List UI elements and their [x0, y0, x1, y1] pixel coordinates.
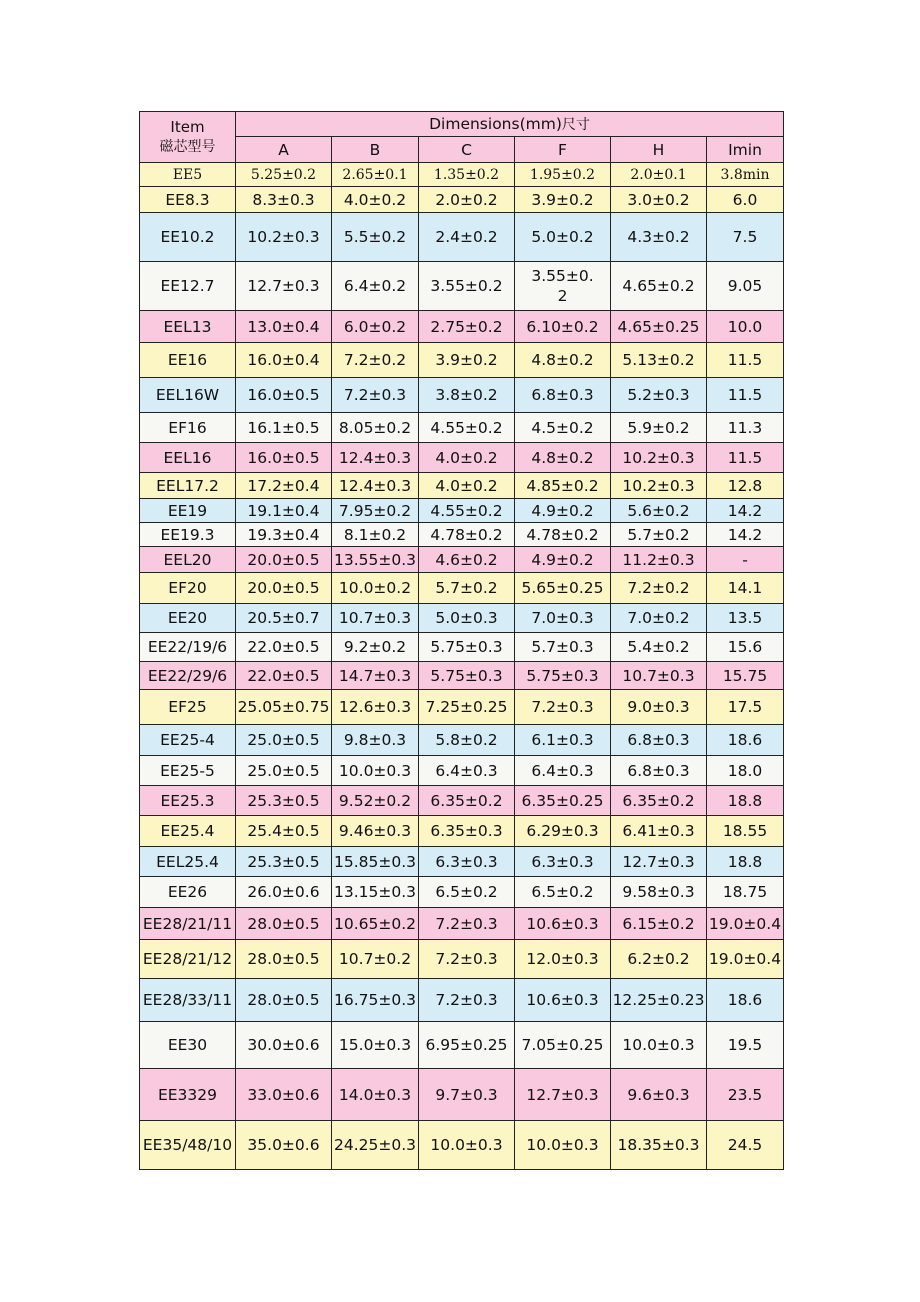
- value-cell-c: 7.25±0.25: [419, 690, 515, 725]
- value-cell-imin: 18.8: [707, 786, 784, 816]
- column-header-h: H: [611, 137, 707, 163]
- value-cell-b: 10.7±0.2: [332, 940, 419, 979]
- value-cell-h: 9.0±0.3: [611, 690, 707, 725]
- item-cell: EE5: [140, 163, 236, 187]
- value-cell-h: 18.35±0.3: [611, 1121, 707, 1170]
- item-header-sublabel: 磁芯型号: [159, 139, 216, 155]
- value-cell-a: 30.0±0.6: [236, 1022, 332, 1069]
- value-cell-b: 24.25±0.3: [332, 1121, 419, 1170]
- item-cell: EF25: [140, 690, 236, 725]
- value-cell-h: 9.58±0.3: [611, 877, 707, 908]
- value-cell-imin: 3.8min: [707, 163, 784, 187]
- value-cell-a: 19.1±0.4: [236, 499, 332, 523]
- value-cell-f: 5.7±0.3: [515, 633, 611, 662]
- value-cell-b: 8.05±0.2: [332, 413, 419, 443]
- value-cell-c: 7.2±0.3: [419, 979, 515, 1022]
- value-cell-h: 12.25±0.23: [611, 979, 707, 1022]
- value-cell-imin: 11.5: [707, 343, 784, 378]
- value-cell-c: 3.9±0.2: [419, 343, 515, 378]
- value-cell-a: 8.3±0.3: [236, 187, 332, 213]
- table-row: [140, 1121, 784, 1170]
- table-row: [140, 311, 784, 343]
- value-cell-f: 6.10±0.2: [515, 311, 611, 343]
- value-cell-b: 10.0±0.2: [332, 573, 419, 604]
- value-cell-a: 25.05±0.75: [236, 690, 332, 725]
- value-cell-a: 28.0±0.5: [236, 979, 332, 1022]
- value-cell-f: 4.8±0.2: [515, 443, 611, 473]
- table-row: [140, 378, 784, 413]
- value-cell-f: 7.2±0.3: [515, 690, 611, 725]
- value-cell-imin: -: [707, 547, 784, 573]
- value-cell-f: 5.0±0.2: [515, 213, 611, 262]
- value-cell-b: 12.4±0.3: [332, 443, 419, 473]
- value-cell-a: 26.0±0.6: [236, 877, 332, 908]
- value-cell-f: 6.35±0.25: [515, 786, 611, 816]
- value-cell-c: 6.35±0.2: [419, 786, 515, 816]
- value-cell-a: 25.4±0.5: [236, 816, 332, 847]
- value-cell-imin: 19.0±0.4: [707, 940, 784, 979]
- table-row: [140, 262, 784, 311]
- value-cell-imin: 11.5: [707, 378, 784, 413]
- value-cell-imin: 18.6: [707, 725, 784, 756]
- value-cell-h: 6.2±0.2: [611, 940, 707, 979]
- value-cell-imin: 18.0: [707, 756, 784, 786]
- item-cell: EE25-5: [140, 756, 236, 786]
- value-cell-a: 12.7±0.3: [236, 262, 332, 311]
- value-cell-imin: 11.5: [707, 443, 784, 473]
- item-cell: EE16: [140, 343, 236, 378]
- value-cell-imin: 12.8: [707, 473, 784, 499]
- item-cell: EE30: [140, 1022, 236, 1069]
- value-cell-h: 6.8±0.3: [611, 756, 707, 786]
- column-header-imin: Imin: [707, 137, 784, 163]
- value-cell-imin: 14.2: [707, 499, 784, 523]
- item-cell: EE19: [140, 499, 236, 523]
- value-cell-b: 12.4±0.3: [332, 473, 419, 499]
- value-cell-h: 7.0±0.2: [611, 604, 707, 633]
- value-cell-h: 5.9±0.2: [611, 413, 707, 443]
- value-cell-c: 5.7±0.2: [419, 573, 515, 604]
- value-cell-c: 4.55±0.2: [419, 499, 515, 523]
- item-cell: EE3329: [140, 1069, 236, 1121]
- item-cell: EF16: [140, 413, 236, 443]
- table-row: [140, 979, 784, 1022]
- value-cell-c: 5.0±0.3: [419, 604, 515, 633]
- value-cell-a: 25.3±0.5: [236, 847, 332, 877]
- value-cell-a: 13.0±0.4: [236, 311, 332, 343]
- item-cell: EE10.2: [140, 213, 236, 262]
- value-cell-b: 13.55±0.3: [332, 547, 419, 573]
- item-cell: EEL17.2: [140, 473, 236, 499]
- value-cell-imin: 15.6: [707, 633, 784, 662]
- table-row: [140, 523, 784, 547]
- value-cell-a: 17.2±0.4: [236, 473, 332, 499]
- value-cell-a: 16.0±0.4: [236, 343, 332, 378]
- value-cell-h: 6.8±0.3: [611, 725, 707, 756]
- value-cell-c: 9.7±0.3: [419, 1069, 515, 1121]
- value-cell-f: 5.65±0.25: [515, 573, 611, 604]
- dimensions-header-cell: [236, 112, 784, 137]
- value-cell-c: 5.75±0.3: [419, 633, 515, 662]
- item-cell: EE20: [140, 604, 236, 633]
- value-cell-c: 7.2±0.3: [419, 940, 515, 979]
- item-cell: EE25-4: [140, 725, 236, 756]
- table-row: [140, 163, 784, 187]
- value-cell-b: 16.75±0.3: [332, 979, 419, 1022]
- value-cell-f: 12.7±0.3: [515, 1069, 611, 1121]
- value-cell-a: 20.0±0.5: [236, 547, 332, 573]
- value-cell-c: 1.35±0.2: [419, 163, 515, 187]
- value-cell-imin: 18.75: [707, 877, 784, 908]
- dimensions-header-label: Dimensions(mm): [429, 114, 562, 133]
- value-cell-b: 15.85±0.3: [332, 847, 419, 877]
- value-cell-h: 7.2±0.2: [611, 573, 707, 604]
- table-row: [140, 604, 784, 633]
- value-cell-a: 16.0±0.5: [236, 443, 332, 473]
- value-cell-imin: 7.5: [707, 213, 784, 262]
- value-cell-b: 7.2±0.3: [332, 378, 419, 413]
- value-cell-imin: 19.5: [707, 1022, 784, 1069]
- item-cell: EEL25.4: [140, 847, 236, 877]
- item-cell: EE25.3: [140, 786, 236, 816]
- value-cell-imin: 13.5: [707, 604, 784, 633]
- value-cell-b: 5.5±0.2: [332, 213, 419, 262]
- table-row: [140, 547, 784, 573]
- item-cell: EE28/33/11: [140, 979, 236, 1022]
- value-cell-c: 6.35±0.3: [419, 816, 515, 847]
- value-cell-a: 20.5±0.7: [236, 604, 332, 633]
- value-cell-imin: 23.5: [707, 1069, 784, 1121]
- table-row: [140, 690, 784, 725]
- value-cell-f: 12.0±0.3: [515, 940, 611, 979]
- dimensions-table: [139, 111, 784, 1170]
- value-cell-b: 9.46±0.3: [332, 816, 419, 847]
- value-cell-c: 6.3±0.3: [419, 847, 515, 877]
- item-cell: EE8.3: [140, 187, 236, 213]
- value-cell-f: 6.3±0.3: [515, 847, 611, 877]
- value-cell-f: 10.6±0.3: [515, 908, 611, 940]
- value-cell-h: 4.3±0.2: [611, 213, 707, 262]
- value-cell-b: 10.65±0.2: [332, 908, 419, 940]
- value-cell-b: 14.7±0.3: [332, 662, 419, 690]
- value-cell-imin: 14.2: [707, 523, 784, 547]
- value-cell-f: 4.5±0.2: [515, 413, 611, 443]
- value-cell-imin: 18.8: [707, 847, 784, 877]
- item-cell: EE22/29/6: [140, 662, 236, 690]
- value-cell-c: 2.0±0.2: [419, 187, 515, 213]
- value-cell-a: 35.0±0.6: [236, 1121, 332, 1170]
- table-row: [140, 816, 784, 847]
- value-cell-f: 10.6±0.3: [515, 979, 611, 1022]
- column-header-a: A: [236, 137, 332, 163]
- value-cell-a: 16.0±0.5: [236, 378, 332, 413]
- value-cell-h: 6.35±0.2: [611, 786, 707, 816]
- value-cell-a: 25.0±0.5: [236, 725, 332, 756]
- column-header-f: F: [515, 137, 611, 163]
- value-cell-a: 28.0±0.5: [236, 940, 332, 979]
- item-cell: EE28/21/11: [140, 908, 236, 940]
- value-cell-a: 10.2±0.3: [236, 213, 332, 262]
- value-cell-b: 8.1±0.2: [332, 523, 419, 547]
- value-cell-imin: 14.1: [707, 573, 784, 604]
- value-cell-c: 10.0±0.3: [419, 1121, 515, 1170]
- value-cell-b: 6.4±0.2: [332, 262, 419, 311]
- value-cell-imin: 6.0: [707, 187, 784, 213]
- value-cell-b: 9.2±0.2: [332, 633, 419, 662]
- value-cell-h: 10.7±0.3: [611, 662, 707, 690]
- value-cell-b: 9.8±0.3: [332, 725, 419, 756]
- item-cell: EEL20: [140, 547, 236, 573]
- value-cell-f: 4.9±0.2: [515, 547, 611, 573]
- value-cell-h: 10.2±0.3: [611, 473, 707, 499]
- value-cell-b: 9.52±0.2: [332, 786, 419, 816]
- value-cell-a: 28.0±0.5: [236, 908, 332, 940]
- table-row: [140, 633, 784, 662]
- value-cell-f: 4.9±0.2: [515, 499, 611, 523]
- value-cell-a: 25.0±0.5: [236, 756, 332, 786]
- value-cell-h: 5.2±0.3: [611, 378, 707, 413]
- table-row: [140, 343, 784, 378]
- value-cell-imin: 24.5: [707, 1121, 784, 1170]
- value-cell-imin: 18.55: [707, 816, 784, 847]
- value-cell-b: 12.6±0.3: [332, 690, 419, 725]
- value-cell-c: 3.8±0.2: [419, 378, 515, 413]
- value-cell-f: 6.4±0.3: [515, 756, 611, 786]
- value-cell-imin: 15.75: [707, 662, 784, 690]
- value-cell-f: 7.0±0.3: [515, 604, 611, 633]
- value-cell-c: 6.4±0.3: [419, 756, 515, 786]
- value-cell-imin: 11.3: [707, 413, 784, 443]
- item-cell: EE22/19/6: [140, 633, 236, 662]
- value-cell-f: 3.55±0.2: [515, 262, 611, 311]
- table-row: [140, 213, 784, 262]
- table-row: [140, 756, 784, 786]
- value-cell-b: 2.65±0.1: [332, 163, 419, 187]
- value-cell-c: 6.5±0.2: [419, 877, 515, 908]
- table-row: [140, 443, 784, 473]
- dimensions-header-cn: 尺寸: [561, 116, 590, 133]
- item-cell: EE25.4: [140, 816, 236, 847]
- item-header-cell: [140, 112, 236, 163]
- value-cell-h: 6.41±0.3: [611, 816, 707, 847]
- value-cell-h: 5.6±0.2: [611, 499, 707, 523]
- value-cell-f: 6.29±0.3: [515, 816, 611, 847]
- table-row: [140, 725, 784, 756]
- value-cell-f: 1.95±0.2: [515, 163, 611, 187]
- value-cell-f: 4.85±0.2: [515, 473, 611, 499]
- value-cell-c: 5.8±0.2: [419, 725, 515, 756]
- value-cell-c: 2.75±0.2: [419, 311, 515, 343]
- table-row: [140, 499, 784, 523]
- value-cell-c: 4.55±0.2: [419, 413, 515, 443]
- value-cell-h: 3.0±0.2: [611, 187, 707, 213]
- value-cell-a: 19.3±0.4: [236, 523, 332, 547]
- value-cell-h: 4.65±0.2: [611, 262, 707, 311]
- value-cell-h: 5.7±0.2: [611, 523, 707, 547]
- value-cell-a: 22.0±0.5: [236, 633, 332, 662]
- column-header-b: B: [332, 137, 419, 163]
- value-cell-f: 4.78±0.2: [515, 523, 611, 547]
- value-cell-b: 10.0±0.3: [332, 756, 419, 786]
- table-row: [140, 187, 784, 213]
- value-cell-c: 4.6±0.2: [419, 547, 515, 573]
- value-cell-h: 9.6±0.3: [611, 1069, 707, 1121]
- value-cell-imin: 18.6: [707, 979, 784, 1022]
- item-cell: EE35/48/10: [140, 1121, 236, 1170]
- value-cell-c: 2.4±0.2: [419, 213, 515, 262]
- value-cell-h: 5.13±0.2: [611, 343, 707, 378]
- value-cell-a: 5.25±0.2: [236, 163, 332, 187]
- value-cell-a: 33.0±0.6: [236, 1069, 332, 1121]
- table-row: [140, 786, 784, 816]
- value-cell-h: 4.65±0.25: [611, 311, 707, 343]
- item-header-label: Item: [170, 118, 205, 136]
- value-cell-h: 10.0±0.3: [611, 1022, 707, 1069]
- value-cell-c: 3.55±0.2: [419, 262, 515, 311]
- table-row: [140, 940, 784, 979]
- table-row: [140, 877, 784, 908]
- table-row: [140, 573, 784, 604]
- value-cell-b: 15.0±0.3: [332, 1022, 419, 1069]
- value-cell-h: 6.15±0.2: [611, 908, 707, 940]
- value-cell-f: 7.05±0.25: [515, 1022, 611, 1069]
- value-cell-imin: 19.0±0.4: [707, 908, 784, 940]
- table-row: [140, 413, 784, 443]
- value-cell-c: 7.2±0.3: [419, 908, 515, 940]
- table-row: [140, 908, 784, 940]
- value-cell-b: 13.15±0.3: [332, 877, 419, 908]
- item-cell: EE28/21/12: [140, 940, 236, 979]
- table-row: [140, 662, 784, 690]
- table-row: [140, 1069, 784, 1121]
- item-cell: EF20: [140, 573, 236, 604]
- item-cell: EEL16W: [140, 378, 236, 413]
- value-cell-f: 6.1±0.3: [515, 725, 611, 756]
- table-row: [140, 847, 784, 877]
- value-cell-imin: 17.5: [707, 690, 784, 725]
- value-cell-c: 4.0±0.2: [419, 473, 515, 499]
- value-cell-h: 10.2±0.3: [611, 443, 707, 473]
- table-row: [140, 1022, 784, 1069]
- value-cell-imin: 9.05: [707, 262, 784, 311]
- value-cell-c: 4.78±0.2: [419, 523, 515, 547]
- value-cell-a: 22.0±0.5: [236, 662, 332, 690]
- item-cell: EEL16: [140, 443, 236, 473]
- value-cell-c: 5.75±0.3: [419, 662, 515, 690]
- value-cell-h: 12.7±0.3: [611, 847, 707, 877]
- item-cell: EE19.3: [140, 523, 236, 547]
- table-row: [140, 473, 784, 499]
- value-cell-a: 20.0±0.5: [236, 573, 332, 604]
- value-cell-c: 4.0±0.2: [419, 443, 515, 473]
- value-cell-h: 11.2±0.3: [611, 547, 707, 573]
- value-cell-f: 3.9±0.2: [515, 187, 611, 213]
- value-cell-a: 16.1±0.5: [236, 413, 332, 443]
- value-cell-h: 5.4±0.2: [611, 633, 707, 662]
- value-cell-f: 10.0±0.3: [515, 1121, 611, 1170]
- value-cell-b: 7.2±0.2: [332, 343, 419, 378]
- value-cell-imin: 10.0: [707, 311, 784, 343]
- value-cell-c: 6.95±0.25: [419, 1022, 515, 1069]
- value-cell-f: 6.8±0.3: [515, 378, 611, 413]
- value-cell-b: 7.95±0.2: [332, 499, 419, 523]
- value-cell-b: 4.0±0.2: [332, 187, 419, 213]
- item-cell: EEL13: [140, 311, 236, 343]
- column-header-c: C: [419, 137, 515, 163]
- value-cell-b: 14.0±0.3: [332, 1069, 419, 1121]
- value-cell-h: 2.0±0.1: [611, 163, 707, 187]
- value-cell-b: 6.0±0.2: [332, 311, 419, 343]
- value-cell-f: 4.8±0.2: [515, 343, 611, 378]
- value-cell-f: 5.75±0.3: [515, 662, 611, 690]
- value-cell-b: 10.7±0.3: [332, 604, 419, 633]
- item-cell: EE26: [140, 877, 236, 908]
- value-cell-a: 25.3±0.5: [236, 786, 332, 816]
- item-cell: EE12.7: [140, 262, 236, 311]
- value-cell-f: 6.5±0.2: [515, 877, 611, 908]
